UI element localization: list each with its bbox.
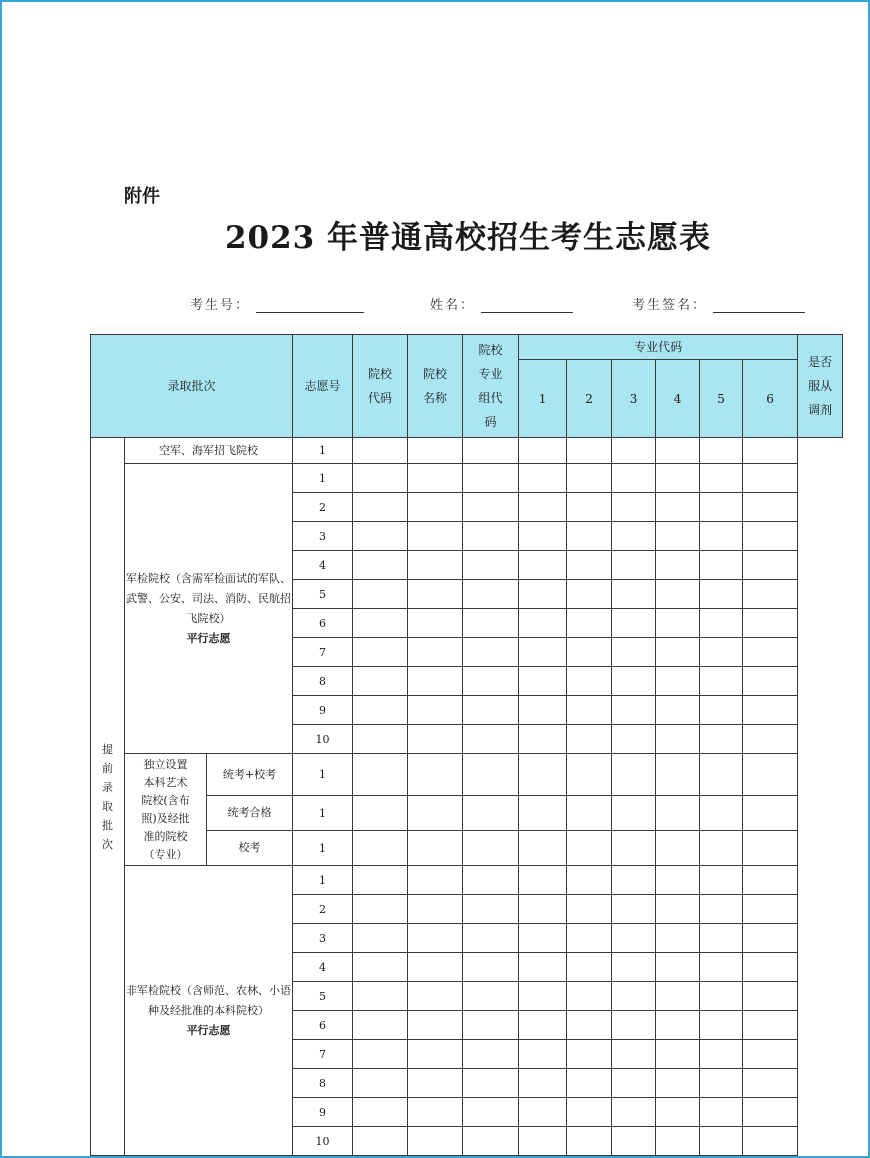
entry-cell[interactable] bbox=[700, 754, 743, 796]
signature-field bbox=[632, 294, 805, 313]
entry-cell[interactable] bbox=[519, 522, 567, 551]
header-school-name: 院校 名称 bbox=[408, 335, 463, 438]
entry-cell[interactable] bbox=[700, 796, 743, 831]
wish-number: 1 bbox=[293, 866, 353, 895]
entry-cell[interactable] bbox=[656, 580, 700, 609]
wish-number: 10 bbox=[293, 725, 353, 754]
entry-cell[interactable] bbox=[463, 953, 519, 982]
entry-cell[interactable] bbox=[700, 438, 743, 464]
entry-cell[interactable] bbox=[519, 924, 567, 953]
wish-number: 5 bbox=[293, 580, 353, 609]
entry-cell[interactable] bbox=[743, 895, 798, 924]
entry-cell[interactable] bbox=[408, 1127, 463, 1156]
wish-number: 4 bbox=[293, 551, 353, 580]
entry-cell[interactable] bbox=[519, 1069, 567, 1098]
entry-cell[interactable] bbox=[700, 609, 743, 638]
entry-cell[interactable] bbox=[567, 831, 612, 866]
entry-cell[interactable] bbox=[656, 831, 700, 866]
wish-number: 1 bbox=[293, 464, 353, 493]
entry-cell[interactable] bbox=[656, 667, 700, 696]
entry-cell[interactable] bbox=[408, 866, 463, 895]
entry-cell[interactable] bbox=[519, 551, 567, 580]
entry-cell[interactable] bbox=[612, 982, 656, 1011]
non-military-label: 非军检院校（含师范、农林、小语种及经批准的本科院校） bbox=[126, 983, 292, 1017]
header-major-col-6: 6 bbox=[743, 360, 798, 438]
entry-cell[interactable] bbox=[519, 667, 567, 696]
entry-cell[interactable] bbox=[463, 725, 519, 754]
header-group-code: 院校 专业 组代 码 bbox=[463, 335, 519, 438]
entry-cell[interactable] bbox=[519, 866, 567, 895]
entry-cell[interactable] bbox=[612, 551, 656, 580]
header-major-col-1: 1 bbox=[519, 360, 567, 438]
entry-cell[interactable] bbox=[700, 924, 743, 953]
entry-cell[interactable] bbox=[408, 725, 463, 754]
entry-cell[interactable] bbox=[353, 638, 408, 667]
entry-cell[interactable] bbox=[519, 831, 567, 866]
entry-cell[interactable] bbox=[567, 924, 612, 953]
entry-cell[interactable] bbox=[408, 1040, 463, 1069]
table-row bbox=[91, 866, 843, 895]
name-line[interactable] bbox=[481, 300, 573, 313]
entry-cell[interactable] bbox=[567, 725, 612, 754]
entry-cell[interactable] bbox=[408, 609, 463, 638]
art-category: 独立设置 本科艺术 院校(含布 照)及经批 准的院校 （专业） bbox=[125, 754, 207, 866]
entry-cell[interactable] bbox=[567, 522, 612, 551]
entry-cell[interactable] bbox=[567, 609, 612, 638]
entry-cell[interactable] bbox=[519, 982, 567, 1011]
entry-cell[interactable] bbox=[463, 551, 519, 580]
entry-cell[interactable] bbox=[463, 1040, 519, 1069]
entry-cell[interactable] bbox=[408, 1098, 463, 1127]
signature-line[interactable] bbox=[713, 300, 805, 313]
wish-number: 2 bbox=[293, 895, 353, 924]
entry-cell[interactable] bbox=[743, 1040, 798, 1069]
entry-cell[interactable] bbox=[743, 580, 798, 609]
entry-cell[interactable] bbox=[408, 522, 463, 551]
entry-cell[interactable] bbox=[463, 924, 519, 953]
entry-cell[interactable] bbox=[353, 438, 408, 464]
entry-cell[interactable] bbox=[612, 831, 656, 866]
early-batch-label: 提 前 录 取 批 次 bbox=[91, 438, 125, 1156]
entry-cell[interactable] bbox=[656, 895, 700, 924]
entry-cell[interactable] bbox=[656, 924, 700, 953]
entry-cell[interactable] bbox=[353, 551, 408, 580]
entry-cell[interactable] bbox=[353, 1098, 408, 1127]
entry-cell[interactable] bbox=[700, 1011, 743, 1040]
entry-cell[interactable] bbox=[656, 1069, 700, 1098]
entry-cell[interactable] bbox=[353, 982, 408, 1011]
entry-cell[interactable] bbox=[612, 580, 656, 609]
entry-cell[interactable] bbox=[353, 667, 408, 696]
entry-cell[interactable] bbox=[700, 464, 743, 493]
entry-cell[interactable] bbox=[567, 493, 612, 522]
entry-cell[interactable] bbox=[408, 667, 463, 696]
entry-cell[interactable] bbox=[743, 831, 798, 866]
exam-no-label: 考生号： bbox=[190, 298, 251, 313]
entry-cell[interactable] bbox=[463, 1127, 519, 1156]
entry-cell[interactable] bbox=[700, 1127, 743, 1156]
entry-cell[interactable] bbox=[408, 924, 463, 953]
entry-cell[interactable] bbox=[700, 1040, 743, 1069]
art-exam-type: 统考合格 bbox=[207, 796, 293, 831]
entry-cell[interactable] bbox=[656, 609, 700, 638]
table-row bbox=[91, 754, 843, 796]
entry-cell[interactable] bbox=[353, 831, 408, 866]
entry-cell[interactable] bbox=[656, 464, 700, 493]
entry-cell[interactable] bbox=[743, 696, 798, 725]
entry-cell[interactable] bbox=[612, 953, 656, 982]
entry-cell[interactable] bbox=[353, 866, 408, 895]
header-major-code: 专业代码 bbox=[519, 335, 798, 360]
entry-cell[interactable] bbox=[743, 551, 798, 580]
entry-cell[interactable] bbox=[519, 609, 567, 638]
entry-cell[interactable] bbox=[743, 609, 798, 638]
entry-cell[interactable] bbox=[463, 438, 519, 464]
entry-cell[interactable] bbox=[463, 696, 519, 725]
entry-cell[interactable] bbox=[463, 1069, 519, 1098]
entry-cell[interactable] bbox=[353, 725, 408, 754]
non-military-note: 平行志愿 bbox=[186, 1023, 231, 1037]
entry-cell[interactable] bbox=[567, 796, 612, 831]
entry-cell[interactable] bbox=[353, 1040, 408, 1069]
wish-number: 9 bbox=[293, 1098, 353, 1127]
entry-cell[interactable] bbox=[700, 982, 743, 1011]
entry-cell[interactable] bbox=[656, 522, 700, 551]
entry-cell[interactable] bbox=[743, 866, 798, 895]
entry-cell[interactable] bbox=[612, 895, 656, 924]
entry-cell[interactable] bbox=[656, 551, 700, 580]
entry-cell[interactable] bbox=[353, 522, 408, 551]
entry-cell[interactable] bbox=[700, 953, 743, 982]
entry-cell[interactable] bbox=[567, 464, 612, 493]
form-title: 2023 年普通高校招生考生志愿表 bbox=[224, 220, 712, 256]
entry-cell[interactable] bbox=[743, 982, 798, 1011]
entry-cell[interactable] bbox=[519, 696, 567, 725]
entry-cell[interactable] bbox=[612, 438, 656, 464]
entry-cell[interactable] bbox=[612, 796, 656, 831]
entry-cell[interactable] bbox=[463, 638, 519, 667]
entry-cell[interactable] bbox=[700, 522, 743, 551]
header-wish-no: 志愿号 bbox=[293, 335, 353, 438]
entry-cell[interactable] bbox=[463, 796, 519, 831]
entry-cell[interactable] bbox=[353, 493, 408, 522]
entry-cell[interactable] bbox=[408, 953, 463, 982]
entry-cell[interactable] bbox=[519, 493, 567, 522]
entry-cell[interactable] bbox=[519, 1127, 567, 1156]
entry-cell[interactable] bbox=[463, 580, 519, 609]
entry-cell[interactable] bbox=[463, 522, 519, 551]
entry-cell[interactable] bbox=[700, 580, 743, 609]
wish-number: 3 bbox=[293, 522, 353, 551]
entry-cell[interactable] bbox=[743, 725, 798, 754]
header-major-col-5: 5 bbox=[700, 360, 743, 438]
entry-cell[interactable] bbox=[612, 638, 656, 667]
entry-cell[interactable] bbox=[656, 1127, 700, 1156]
entry-cell[interactable] bbox=[612, 493, 656, 522]
entry-cell[interactable] bbox=[353, 696, 408, 725]
wish-number: 7 bbox=[293, 1040, 353, 1069]
entry-cell[interactable] bbox=[567, 438, 612, 464]
entry-cell[interactable] bbox=[567, 551, 612, 580]
name-field bbox=[430, 294, 573, 313]
entry-cell[interactable] bbox=[567, 953, 612, 982]
entry-cell[interactable] bbox=[656, 1011, 700, 1040]
entry-cell[interactable] bbox=[700, 895, 743, 924]
entry-cell[interactable] bbox=[612, 667, 656, 696]
entry-cell[interactable] bbox=[743, 754, 798, 796]
entry-cell[interactable] bbox=[700, 493, 743, 522]
header-batch: 录取批次 bbox=[91, 335, 293, 438]
entry-cell[interactable] bbox=[408, 1011, 463, 1040]
wish-number: 6 bbox=[293, 1011, 353, 1040]
entry-cell[interactable] bbox=[519, 1098, 567, 1127]
entry-cell[interactable] bbox=[567, 982, 612, 1011]
wish-number: 5 bbox=[293, 982, 353, 1011]
entry-cell[interactable] bbox=[612, 866, 656, 895]
entry-cell[interactable] bbox=[656, 725, 700, 754]
entry-cell[interactable] bbox=[567, 866, 612, 895]
entry-cell[interactable] bbox=[567, 1011, 612, 1040]
entry-cell[interactable] bbox=[408, 551, 463, 580]
entry-cell[interactable] bbox=[463, 866, 519, 895]
wish-number: 9 bbox=[293, 696, 353, 725]
entry-cell[interactable] bbox=[408, 638, 463, 667]
entry-cell[interactable] bbox=[519, 1011, 567, 1040]
entry-cell[interactable] bbox=[743, 464, 798, 493]
entry-cell[interactable] bbox=[519, 638, 567, 667]
entry-cell[interactable] bbox=[353, 580, 408, 609]
entry-cell[interactable] bbox=[743, 493, 798, 522]
entry-cell[interactable] bbox=[567, 667, 612, 696]
entry-cell[interactable] bbox=[743, 1011, 798, 1040]
entry-cell[interactable] bbox=[463, 895, 519, 924]
entry-cell[interactable] bbox=[743, 796, 798, 831]
entry-cell[interactable] bbox=[656, 982, 700, 1011]
entry-cell[interactable] bbox=[743, 667, 798, 696]
entry-cell[interactable] bbox=[656, 493, 700, 522]
entry-cell[interactable] bbox=[519, 1040, 567, 1069]
entry-cell[interactable] bbox=[408, 493, 463, 522]
art-exam-type: 统考+校考 bbox=[207, 754, 293, 796]
signature-label: 考生签名： bbox=[632, 298, 708, 313]
header-adjust: 是否 服从 调剂 bbox=[798, 335, 843, 438]
entry-cell[interactable] bbox=[463, 1098, 519, 1127]
entry-cell[interactable] bbox=[463, 754, 519, 796]
entry-cell[interactable] bbox=[519, 725, 567, 754]
wish-number: 1 bbox=[293, 438, 353, 464]
entry-cell[interactable] bbox=[519, 754, 567, 796]
entry-cell[interactable] bbox=[353, 895, 408, 924]
exam-no-field bbox=[190, 294, 364, 313]
entry-cell[interactable] bbox=[519, 953, 567, 982]
entry-cell[interactable] bbox=[519, 580, 567, 609]
entry-cell[interactable] bbox=[700, 725, 743, 754]
entry-cell[interactable] bbox=[700, 551, 743, 580]
entry-cell[interactable] bbox=[743, 953, 798, 982]
application-table bbox=[90, 334, 843, 1156]
entry-cell[interactable] bbox=[743, 1098, 798, 1127]
entry-cell[interactable] bbox=[612, 924, 656, 953]
entry-cell[interactable] bbox=[656, 754, 700, 796]
entry-cell[interactable] bbox=[567, 754, 612, 796]
wish-number: 4 bbox=[293, 953, 353, 982]
entry-cell[interactable] bbox=[656, 796, 700, 831]
entry-cell[interactable] bbox=[700, 831, 743, 866]
entry-cell[interactable] bbox=[408, 696, 463, 725]
entry-cell[interactable] bbox=[612, 1127, 656, 1156]
wish-number: 1 bbox=[293, 754, 353, 796]
wish-number: 2 bbox=[293, 493, 353, 522]
entry-cell[interactable] bbox=[567, 1098, 612, 1127]
entry-cell[interactable] bbox=[700, 1098, 743, 1127]
art-exam-type: 校考 bbox=[207, 831, 293, 866]
entry-cell[interactable] bbox=[519, 895, 567, 924]
entry-cell[interactable] bbox=[700, 667, 743, 696]
header-major-col-4: 4 bbox=[656, 360, 700, 438]
entry-cell[interactable] bbox=[408, 754, 463, 796]
entry-cell[interactable] bbox=[408, 1069, 463, 1098]
entry-cell[interactable] bbox=[656, 638, 700, 667]
military-label: 军检院校（含需军检面试的军队、武警、公安、司法、消防、民航招飞院校） bbox=[126, 571, 292, 625]
entry-cell[interactable] bbox=[567, 580, 612, 609]
entry-cell[interactable] bbox=[463, 831, 519, 866]
entry-cell[interactable] bbox=[743, 522, 798, 551]
military-category bbox=[125, 464, 293, 754]
entry-cell[interactable] bbox=[408, 982, 463, 1011]
entry-cell[interactable] bbox=[656, 953, 700, 982]
entry-cell[interactable] bbox=[519, 796, 567, 831]
entry-cell[interactable] bbox=[519, 464, 567, 493]
entry-cell[interactable] bbox=[612, 609, 656, 638]
entry-cell[interactable] bbox=[353, 609, 408, 638]
wish-number: 8 bbox=[293, 667, 353, 696]
entry-cell[interactable] bbox=[353, 924, 408, 953]
entry-cell[interactable] bbox=[567, 696, 612, 725]
entry-cell[interactable] bbox=[408, 895, 463, 924]
entry-cell[interactable] bbox=[567, 1069, 612, 1098]
table-row bbox=[91, 438, 843, 464]
entry-cell[interactable] bbox=[743, 438, 798, 464]
entry-cell[interactable] bbox=[743, 1127, 798, 1156]
entry-cell[interactable] bbox=[353, 1011, 408, 1040]
entry-cell[interactable] bbox=[353, 953, 408, 982]
entry-cell[interactable] bbox=[700, 696, 743, 725]
entry-cell[interactable] bbox=[656, 696, 700, 725]
entry-cell[interactable] bbox=[353, 1069, 408, 1098]
entry-cell[interactable] bbox=[656, 1040, 700, 1069]
entry-cell[interactable] bbox=[353, 1127, 408, 1156]
entry-cell[interactable] bbox=[567, 638, 612, 667]
entry-cell[interactable] bbox=[463, 1011, 519, 1040]
entry-cell[interactable] bbox=[656, 438, 700, 464]
entry-cell[interactable] bbox=[353, 754, 408, 796]
entry-cell[interactable] bbox=[612, 725, 656, 754]
entry-cell[interactable] bbox=[519, 438, 567, 464]
entry-cell[interactable] bbox=[743, 1069, 798, 1098]
header-major-col-3: 3 bbox=[612, 360, 656, 438]
entry-cell[interactable] bbox=[612, 522, 656, 551]
entry-cell[interactable] bbox=[463, 667, 519, 696]
entry-cell[interactable] bbox=[463, 609, 519, 638]
entry-cell[interactable] bbox=[700, 866, 743, 895]
attachment-label: 附件 bbox=[124, 186, 160, 207]
header-major-col-2: 2 bbox=[567, 360, 612, 438]
air-force-category: 空军、海军招飞院校 bbox=[125, 438, 293, 464]
entry-cell[interactable] bbox=[567, 1127, 612, 1156]
military-note: 平行志愿 bbox=[186, 631, 231, 645]
entry-cell[interactable] bbox=[463, 464, 519, 493]
entry-cell[interactable] bbox=[612, 1040, 656, 1069]
wish-number: 6 bbox=[293, 609, 353, 638]
non-military-category bbox=[125, 866, 293, 1156]
exam-no-line[interactable] bbox=[256, 300, 364, 313]
entry-cell[interactable] bbox=[743, 924, 798, 953]
entry-cell[interactable] bbox=[612, 1098, 656, 1127]
entry-cell[interactable] bbox=[612, 696, 656, 725]
wish-number: 1 bbox=[293, 831, 353, 866]
entry-cell[interactable] bbox=[463, 982, 519, 1011]
wish-number: 8 bbox=[293, 1069, 353, 1098]
entry-cell[interactable] bbox=[408, 796, 463, 831]
wish-number: 7 bbox=[293, 638, 353, 667]
header-school-code: 院校 代码 bbox=[353, 335, 408, 438]
name-label: 姓名： bbox=[430, 298, 476, 313]
entry-cell[interactable] bbox=[743, 638, 798, 667]
entry-cell[interactable] bbox=[612, 1011, 656, 1040]
entry-cell[interactable] bbox=[567, 1040, 612, 1069]
entry-cell[interactable] bbox=[463, 493, 519, 522]
entry-cell[interactable] bbox=[612, 754, 656, 796]
entry-cell[interactable] bbox=[353, 464, 408, 493]
entry-cell[interactable] bbox=[408, 438, 463, 464]
entry-cell[interactable] bbox=[656, 866, 700, 895]
entry-cell[interactable] bbox=[408, 580, 463, 609]
entry-cell[interactable] bbox=[700, 1069, 743, 1098]
entry-cell[interactable] bbox=[567, 895, 612, 924]
entry-cell[interactable] bbox=[353, 796, 408, 831]
entry-cell[interactable] bbox=[612, 464, 656, 493]
table-row bbox=[91, 464, 843, 493]
entry-cell[interactable] bbox=[408, 831, 463, 866]
entry-cell[interactable] bbox=[700, 638, 743, 667]
wish-number: 3 bbox=[293, 924, 353, 953]
wish-number: 10 bbox=[293, 1127, 353, 1156]
entry-cell[interactable] bbox=[408, 464, 463, 493]
entry-cell[interactable] bbox=[612, 1069, 656, 1098]
entry-cell[interactable] bbox=[656, 1098, 700, 1127]
wish-number: 1 bbox=[293, 796, 353, 831]
